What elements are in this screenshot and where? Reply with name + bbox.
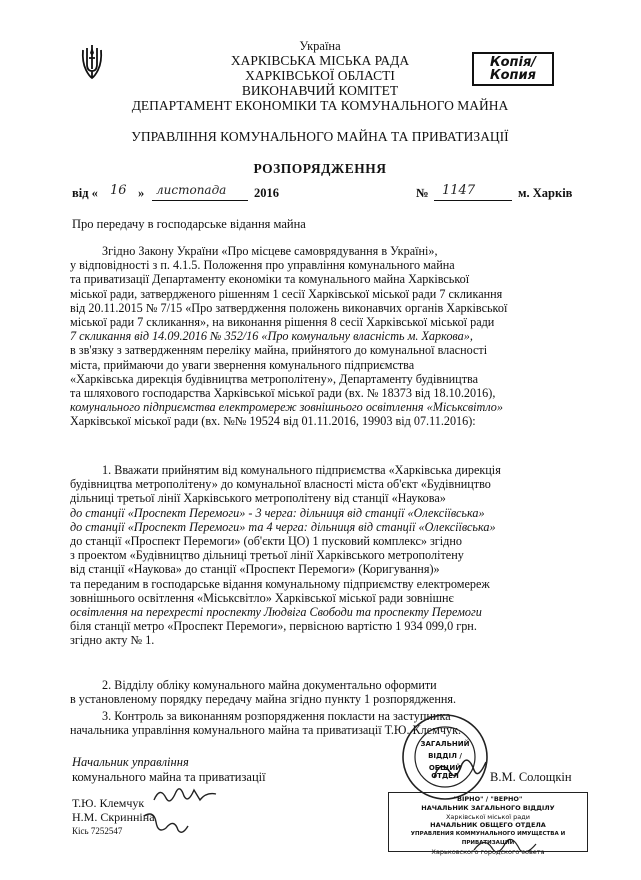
date-prefix: від « (72, 186, 98, 200)
date-month: листопада (156, 183, 227, 197)
item-1-line: від станції «Наукова» до станції «Проспект Перемоги» (Коригування)» (70, 562, 440, 577)
intro-line: міської ради 7 скликання», на виконання рішення 8 сесії Харківської міської ради (70, 315, 495, 330)
date-underline (152, 200, 248, 201)
coat-of-arms-icon (80, 44, 104, 80)
department-name: ДЕПАРТАМЕНТ ЕКОНОМІКИ ТА КОМУНАЛЬНОГО МАЙНА (131, 98, 509, 113)
item-1-line: біля станції метро «Проспект Перемоги», первісною вартістю 1 934 099,0 грн. (70, 619, 477, 634)
verno-line: НАЧАЛЬНИК ЗАГАЛЬНОГО ВІДДІЛУ (421, 803, 555, 812)
item-1-line: зовнішнього освітлення «Міськсвітло» Харківської міської ради зовнішнє (70, 590, 454, 605)
subject-line: Про передачу в господарське відання майна (72, 217, 306, 231)
date-line (72, 183, 592, 204)
item-2-line: в установленому порядку передачу майна згідно пункту 1 розпорядження. (70, 692, 457, 707)
copy-stamp (472, 52, 554, 86)
city-name: м. Харків (518, 186, 573, 200)
intro-line: у відповідності з п. 4.1.5. Положення про управління комунального майна (70, 258, 455, 273)
intro-line: в зв'язку з затвердженням переліку майна, прийнятого до комунальної власності (70, 343, 488, 358)
approver-1-signature (150, 782, 220, 810)
verno-line: НАЧАЛЬНИК ОБЩЕГО ОТДЕЛА (430, 821, 546, 830)
verno-line: УПРАВЛЕНИЯ КОММУНАЛЬНОГО ИМУЩЕСТВА И ПРИВАТИЗАЦИИ (410, 831, 566, 846)
verno-signature (470, 830, 540, 860)
date-day: 16 (110, 183, 127, 198)
intro-line: Згідно Закону України «Про місцеве самоврядування в Україні», (102, 244, 438, 258)
copy-stamp-line1: Копія/ (489, 55, 537, 70)
item-1-line: та переданим в господарське відання комунальному підприємству електромереж (70, 576, 490, 591)
approver-2: Н.М. Скринніна (72, 810, 155, 824)
item-1-paragraph (70, 463, 585, 648)
item-1-line: до станції «Проспект Перемоги» та 4 черга: дільниця від станції «Олексіївська» (70, 519, 496, 534)
item-1-line: 1. Вважати прийнятим від комунального підприємства «Харківська дирекція (102, 463, 501, 477)
item-3-paragraph (70, 709, 585, 737)
round-stamp-line1: ЗАГАЛЬНИЙ (420, 740, 470, 748)
general-department-stamp (400, 712, 490, 802)
round-stamp-line2: ВІДДІЛ / (428, 752, 462, 760)
verno-line: "ВІРНО" / "ВЕРНО" (453, 795, 523, 803)
intro-line: міста, приймаючи до уваги звернення комунального підприємства (70, 357, 415, 372)
intro-line: від 20.11.2015 № 7/15 «Про затвердження положень виконавчих органів Харківської (70, 300, 508, 315)
item-1-line: до станції «Проспект Перемоги» (об'єкти ЦО) 1 пусковий комплекс» згідно (70, 534, 463, 549)
item-3-line: начальника управління комунального майна та приватизації Т.Ю. Клемчук. (70, 723, 462, 738)
verno-line: Харьковского городского совета (431, 847, 545, 856)
item-2-paragraph (70, 678, 585, 706)
document-number: 1147 (442, 183, 476, 198)
number-sign: № (416, 186, 429, 200)
committee-name: ВИКОНАВЧИЙ КОМІТЕТ (241, 83, 399, 98)
directorate-name: УПРАВЛІННЯ КОМУНАЛЬНОГО МАЙНА ТА ПРИВАТИЗАЦІЇ (131, 129, 509, 144)
item-1-line: освітлення на перехресті проспекту Людвіга Свободи та проспекту Перемоги (70, 605, 482, 620)
signer-position-line1: Начальник управління (72, 755, 189, 769)
date-year: 2016 (254, 186, 279, 200)
intro-line: 7 скликання від 14.09.2016 № 352/16 «Про комунальну власність м. Харкова», (70, 329, 473, 344)
item-1-line: з проектом «Будівництво дільниці третьої лінії Харківського метрополітену (70, 548, 464, 563)
item-1-line: згідно акту № 1. (70, 633, 155, 648)
verno-line: Харківської міської ради (445, 812, 531, 821)
intro-line: «Харківська дирекція будівництва метрополітену», Департаменту будівництва (70, 371, 479, 386)
approver-1: Т.Ю. Клемчук (72, 796, 145, 810)
number-underline (434, 200, 512, 201)
item-2-line: 2. Відділу обліку комунального майна документально оформити (102, 678, 437, 692)
round-stamp-line3: ОБЩИЙ ОТДЕЛ (428, 764, 462, 780)
country-name: Україна (299, 39, 341, 53)
document-type: РОЗПОРЯДЖЕННЯ (253, 161, 387, 176)
council-name: ХАРКІВСЬКА МІСЬКА РАДА (230, 53, 410, 68)
item-1-line: будівництва метрополітену» до комунальної власності міста об'єкт «Будівництво (70, 477, 491, 492)
intro-line: Харківської міської ради (вх. №№ 19524 від 01.11.2016, 19903 від 07.11.2016): (70, 414, 476, 429)
intro-line: міської ради, затвердженого рішенням 1 сесії Харківської міської ради 7 скликання (70, 286, 503, 301)
intro-line: та шляхового господарства Харківської міської ради (вх. № 18373 від 18.10.2016), (70, 386, 496, 401)
intro-line: та приватизації Департаменту економіки та комунального майна Харківської (70, 272, 470, 287)
item-1-line: до станції «Проспект Перемоги» - 3 черга: дільниця від станції «Олексіївська» (70, 505, 485, 520)
copy-stamp-line2: Копия (490, 68, 536, 83)
item-3-line: 3. Контроль за виконанням розпорядження покласти на заступника (102, 709, 451, 723)
oblast-name: ХАРКІВСЬКОЇ ОБЛАСТІ (245, 68, 395, 83)
intro-line: комунального підприємства електромереж зовнішнього освітлення «Міськсвітло» (70, 400, 503, 415)
signer-position-line2: комунального майна та приватизації (72, 770, 266, 784)
signer-name: В.М. Солощкін (490, 770, 572, 784)
executor-note: Кісь 7252547 (72, 826, 123, 836)
item-1-line: дільниці третьої лінії Харківського метрополітену від станції «Наукова» (70, 491, 446, 506)
approver-2-signature (140, 808, 190, 838)
date-quote-close: » (138, 186, 145, 200)
intro-paragraph (70, 244, 585, 429)
